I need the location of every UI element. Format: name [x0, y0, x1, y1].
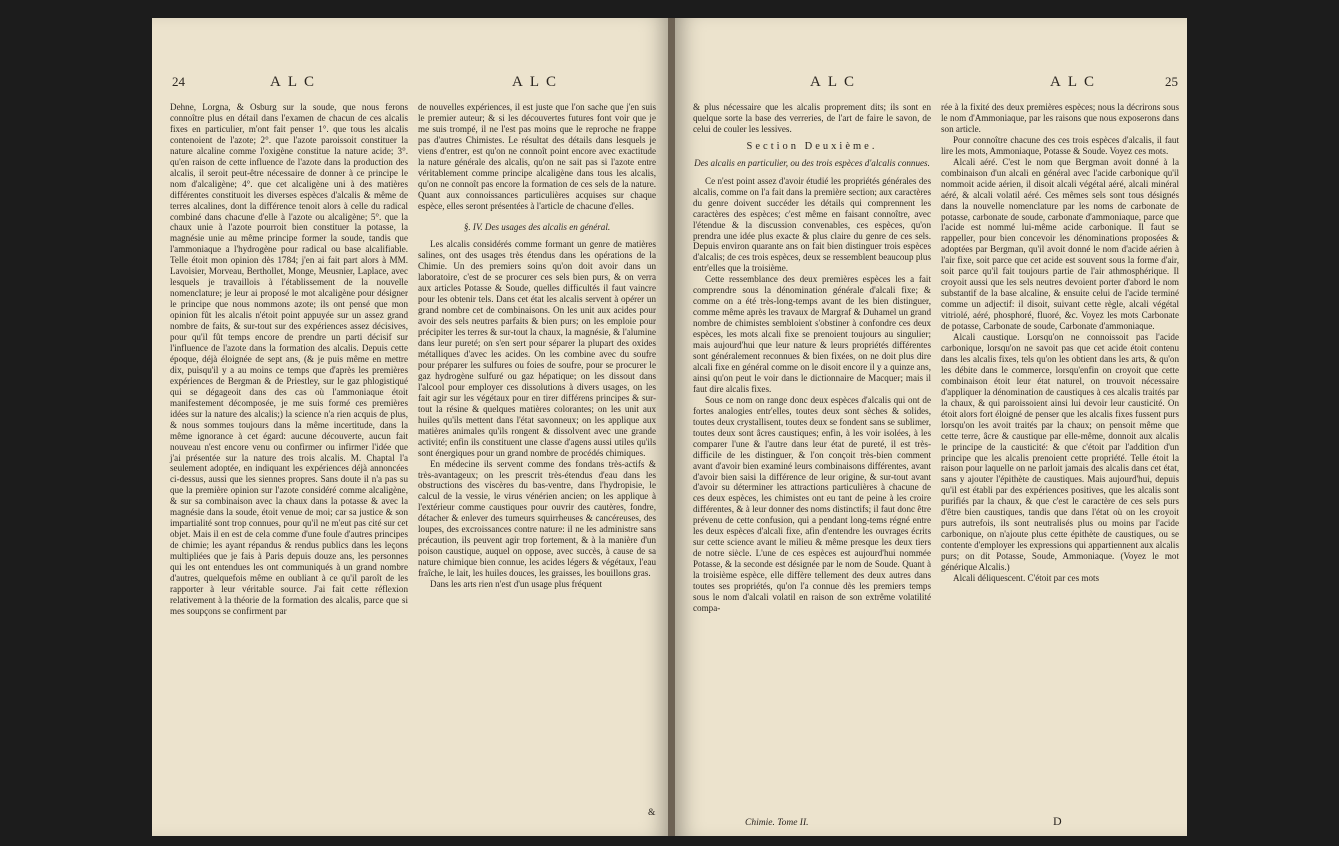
left-page: [152, 18, 670, 836]
running-head: ALC: [1050, 74, 1101, 90]
text-column-left: [170, 102, 408, 617]
section-heading: §. IV. Des usages des alcalis en général.: [463, 221, 611, 232]
page-number: 25: [1165, 74, 1178, 89]
body-paragraph: Alcali aéré. C'est le nom que Bergman avoit donné à la combinaison d'un alcali en général avec l'acide carbonique qu'il nommoit acide aérien, il disoit alcali végétal aéré, alcali minéral aéré, & alcali volatil aéré. Ces mêmes sels sont tous désignés dans la nouvelle nomenclature par les noms de carbonate de potasse, carbonate de soude, carbonate d'ammoniaque, parce que l'acide est nommé lui-même acide carbonique. Il faut se rappeller, pour bien concevoir les dénominations proposées & adoptées par Bergman, qu'il avoit donné le nom d'acide aérien à l'air fixe, soit parce que cet acide est souvent sous la forme d'air, soit parce qu'il fait toujours partie de l'air athmosphérique. Il croyoit aussi que les sels neutres devoient porter d'abord le nom substantif de la base alcaline, & ensuite celui de l'acide terminé comme un adjectif: il disoit, suivant cette règle, alcali végétal vitriolé, aéré, phosphoré, fluoré, &c. Voyez les mots Carbonate de potasse, Carbonate de soude, Carbonate d'ammoniaque.: [941, 156, 1179, 332]
body-paragraph: Alcali déliquescent. C'étoit par ces mots: [953, 572, 1100, 583]
right-page: [675, 18, 1187, 836]
body-paragraph: Dehne, Lorgna, & Osburg sur la soude, que nous ferons connoître plus en détail dans l'examen de chacun de ces alcalis fixes en particulier, m'ont fait penser 1°. que tous les alcalis contenoient de l'azote; 2°. que l'azote paroissoit constituer la nature alcaline comme l'oxigène constitue la nature acide; 3°. qu'en raison de cette influence de l'azote dans la production des alcalis, il seroit peut-être nécessaire de donner à ce principe le nom d'alcaligène; 4°. que cet alcaligène uni à des matières différentes constituoit les diverses espèces d'alcalis & même de terres alcalines, dont la différence tenoit alors à celle du radical combiné dans chacune d'elle à l'azote ou alcaligène; 5°. que la chaux unie à l'azote pourroit bien constituer la potasse, la magnésie unie au même principe former la soude, tandis que l'ammoniaque a l'hydrogène pour radical ou base alcalifiable. Telle étoit mon opinion dès 1784; j'en ai fait part alors à MM. Lavoisier, Morveau, Berthollet, Monge, Meusnier, Laplace, avec lesquels je travaillois à l'établissement de la nouvelle nomenclature; je leur ai proposé le mot alcaligène pour désigner le principe que nous nommons azote; ils ont pensé que mon opinion fût les alcalis n'étoit point appuyée sur un assez grand nombre de faits, & sur-tout sur des expériences assez décisives, pour qu'il fût temps encore de prendre un parti décisif sur l'influence de l'azote dans la formation des alcalis. Depuis cette époque, déjà éloignée de sept ans, (& je puis même en mettre dix, puisqu'il y a au moins ce temps que d'après les premières expériences de Bergman & de Priestley, sur le gaz phlogistiqué qui se dégageoit dans des cas où l'ammoniaque étoit manifestement décomposée, je me suis formé ces premières idées sur la nature des alcalis;) la science n'a rien acquis de plus, & nous sommes toujours dans la même incertitude, dans la même ignorance à cet égard: aucune découverte, aucun fait nouveau n'est encore venu ou confirmer ou infirmer l'idée que j'ai présentée sur la nature des trois alcalis. M. Chaptal l'a seulement adoptée, en indiquant les expériences déjà annoncées ci-dessus, aussi que les siennes propres. Sans doute il n'a pas su que la première opinion sur l'azote considéré comme alcaligène, & sur sa combinaison avec la chaux dans la potasse & avec la magnésie dans la soude, étoit venue de moi; car sa justice & son impartialité sont trop connues, pour qu'il ne m'eut pas cité sur cet objet. Mais il en est de cela comme d'une foule d'autres principes de chimie; les ayant répandus & rendus publics dans les leçons multipliées que je fais à Paris depuis douze ans, les personnes qui les ont entendues les ont communiqués à un grand nombre d'autres, quelquefois même en oubliant à ce qu'il paroît de les rapporter à leur véritable source. J'ai fait cette réflexion relativement à la théorie de la formation des alcalis, parce que si mes soupçons se confirment par: [170, 102, 408, 616]
text-column-left: [693, 102, 931, 614]
signature-mark: D: [1053, 814, 1062, 828]
body-paragraph: & plus nécessaire que les alcalis proprement dits; ils sont en quelque sorte la base des verreries, de l'art de faire le savon, de celui de couler les lessives.: [693, 102, 931, 134]
body-paragraph: Les alcalis considérés comme formant un genre de matières salines, ont des usages très étendus dans les opérations de la Chimie. Un des premiers soins qu'on doit avoir dans un laboratoire, c'est de se procurer ces sels bien purs, & on verra aux articles Potasse & Soude, quelles difficultés il faut vaincre pour les obtenir tels. Dans cet état les alcalis servent à opérer un grand nombre cet de combinaisons. On les unit aux acides pour avoir des sels neutres parfaits & bien purs; on les emploie pour précipiter les terres & sur-tout la chaux, la magnésie, & l'alumine dans leur pureté; on s'en sert pour séparer la plupart des oxides métalliques d'avec les acides. On les combine avec du soufre pour préparer les sulfures ou foies de soufre, pour se procurer le gaz hydrogène sulfuré ou gaz hépatique; on les dissout dans l'alcool pour employer ces dissolutions à divers usages, on les fait agir sur les végétaux pour en tirer différens principes & sur-tout la résine & quelques matières colorantes; on les unit aux huiles qu'ils mettent dans l'état savonneux; on les applique aux matières animales qu'ils rongent & dissolvent avec une grande activité; enfin ils constituent une classe d'agens aussi utiles qu'ils sont énergiques pour un grand nombre de procédés chimiques.: [418, 239, 656, 458]
running-head: ALC: [810, 74, 861, 90]
body-paragraph: Dans les arts rien n'est d'un usage plus fréquent: [430, 579, 602, 590]
body-paragraph: Pour connoître chacune des ces trois espèces d'alcalis, il faut lire les mots, Ammoniaque, Potasse & Soude. Voyez ces mots.: [941, 134, 1179, 156]
section-title: Section Deuxième.: [746, 140, 878, 152]
page-number: 24: [172, 74, 185, 89]
section-subtitle: Des alcalis en particulier, ou des trois espèces d'alcalis connues.: [694, 157, 930, 168]
body-paragraph: de nouvelles expériences, il est juste que l'on sache que j'en suis le premier auteur; & si les découvertes futures font voir que je me suis trompé, il ne l'est pas moins que le reproche ne frappe pas d'autres Chimistes. Le résultat des détails dans lesquels je viens d'entrer, est qu'on ne connoît point encore avec exactitude la nature générale des alcalis, qu'on ne sait pas si l'azote entre véritablement comme principe alcaligène dans tous les alcalis, qu'on ne connoît pas encore la formation de ces sels de la nature. Quant aux connoissances particulières acquises sur chaque espèce, elles seront présentées à l'article de chacune d'elles.: [418, 102, 656, 211]
footer-volume: Chimie. Tome II.: [745, 818, 809, 828]
body-paragraph: Sous ce nom on range donc deux espèces d'alcalis qui ont de fortes analogies entr'elles, toutes deux sont sèches & solides, toutes deux crystallisent, toutes deux se fondent sans se sublimer, toutes deux sont âcres caustiques; enfin, à les voir isolées, à les comparer l'une & l'autre dans leur état de pureté, il est très-difficile de les distinguer, & l'on conçoit très-bien comment avant d'avoir bien examiné leurs combinaisons différentes, avant d'avoir bien saisi la différence de leur origine, & sur-tout avant d'avoir su déterminer les attractions particulières à chacune de ces deux espèces, les chimistes ont eu tant de peine à les croire différentes, & à leur donner des noms distinctifs; il faut donc être prévenu de cette confusion, qui a pendant long-tems régné entre les deux espèces d'alcali fixe, afin d'entendre les ouvrages écrits sur cette science avant le milieu & même presque les deux tiers de notre siècle. L'une de ces espèces est aujourd'hui nommée Potasse, & la seconde est désignée par le nom de Soude. Quant à la troisième espèce, elle diffère tellement des deux autres dans toutes ses propriétés, qu'on l'a connue dès les premiers temps sous le nom d'alcali volatil en raison de son extrême volatilité compa-: [693, 394, 931, 613]
text-column-right: [418, 102, 656, 590]
body-paragraph: Alcali caustique. Lorsqu'on ne connoissoit pas l'acide carbonique, lorsqu'on ne savoit pas que cet acide étoit contenu dans les alcalis fixes, tels qu'on les obtient dans les arts, & qu'on les débite dans le commerce, lorsqu'enfin on croyoit que cette combinaison étoit leur état naturel, on trouvoit nécessaire d'appliquer la dénomination de caustiques à ces alcalis traités par la chaux, & qui paroissoient ainsi lui devoir leur causticité. On étoit alors fort éloigné de penser que les alcalis fixes fussent purs lorsqu'on les avoit traités par la chaux; on pensoit même que cette terre, âcre & caustique par elle-même, donnoit aux alcalis le principe de la causticité: & que c'étoit par l'addition d'un principe que les alcalis prenoient cette propriété. Telle étoit la raison pour laquelle on ne parloit jamais des alcalis dans cet état, sans y ajouter l'épithète de caustiques. Mais aujourd'hui, depuis qu'il est établi par des expériences positives, que les alcalis sont purifiés par la chaux, & que c'est le caractère de ces sels purs d'être bien caustiques, tandis que dans l'état où on les croyoit purs autrefois, ils sont neutralisés plus ou moins par l'acide carbonique, on n'ajoute plus cette épithète de caustiques, ou se contente d'employer les expressions qui appartiennent aux alcalis purs; on dit Potasse, Soude, Ammoniaque. (Voyez le mot générique Alcalis.): [941, 332, 1179, 573]
text-column-right: [941, 102, 1179, 584]
catchword: &: [648, 808, 656, 818]
running-head: ALC: [270, 74, 321, 90]
running-head: ALC: [512, 74, 563, 90]
body-paragraph: rée à la fixité des deux premières espèces; nous la décrirons sous le nom d'Ammoniaque, par les raisons que nous exposerons dans son article.: [941, 102, 1179, 134]
body-paragraph: En médecine ils servent comme des fondans très-actifs & très-avantageux; on les prescrit très-étendus d'eau dans les obstructions des viscères du bas-ventre, dans l'hydropisie, le calcul de la vessie, le virus vénérien ancien; on les applique à l'extérieur comme caustiques pour ouvrir des cautères, fondre, détacher & enlever des tumeurs squirrheuses & cancéreuses, des loupes, des excroissances contre nature: il ne les administre sans précaution, ils peuvent agir trop fortement, & à la manière d'un poison caustique, auquel on oppose, avec succès, à cause de sa nature chimique bien connue, les acides légers & végétaux, l'eau fraîche, le lait, les huiles douces, les graisses, les bouillons gras.: [418, 458, 656, 579]
body-paragraph: Cette ressemblance des deux premières espèces les a fait comprendre sous la dénomination générale d'alcali fixe; & comme on a été très-long-temps avant de les bien distinguer, comme même après les travaux de Margraf & Duhamel un grand nombre de chimistes sembloient s'obstiner à confondre ces deux espèces, les mots alcali fixe se prenoient toujours au singulier; mais aujourd'hui que leur nature & leurs propriétés différentes sont généralement reconnues & bien fixées, on ne doit plus dire alcali fixe en général comme on le disoit encore il y a quinze ans, ainsi qu'on peut le voir dans le dictionnaire de Macquer; mais il faut dire alcalis fixes.: [693, 274, 931, 394]
body-paragraph: Ce n'est point assez d'avoir étudié les propriétés générales des alcalis, comme on l'a fait dans la première section; aux caractères du genre doivent succéder les détails qui comprennent les caractères des espèces; c'est même en faisant connoître, avec l'étendue & la discussion convenables, ces espèces, qu'on prendra une idée plus exacte & plus claire du genre de ces sels. Depuis environ quarante ans on fait bien distinguer trois espèces d'alcalis; de ces trois espèces, deux se ressemblent beaucoup plus entr'elles que la troisième.: [693, 175, 931, 274]
